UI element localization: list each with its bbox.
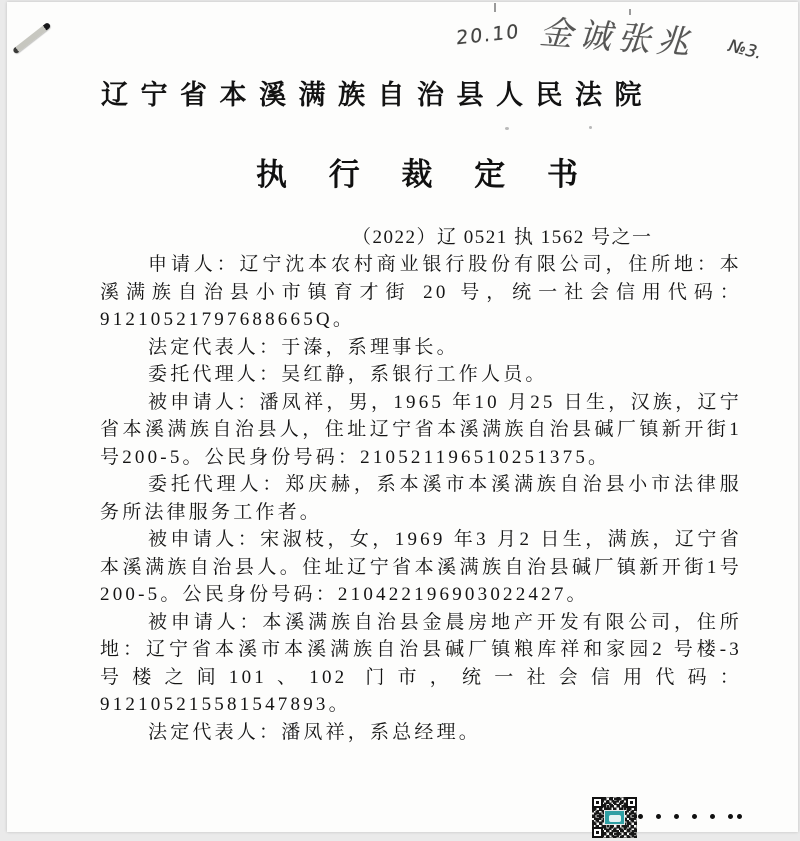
- paragraph-agent-1: 委托代理人：吴红静，系银行工作人员。: [148, 364, 548, 385]
- dot-icon: [728, 814, 733, 819]
- qr-code: [592, 797, 637, 838]
- paragraph-agent-2: 委托代理人：郑庆赫，系本溪市本溪满族自治县小市法律服务所法律服务工作者。: [100, 474, 742, 523]
- dot-icon: [710, 814, 715, 819]
- court-name: 辽宁省本溪满族自治县人民法院: [101, 80, 654, 110]
- handwritten-date: 20.10: [455, 20, 521, 50]
- scan-smudge: [505, 127, 509, 130]
- qr-finder-icon: [592, 797, 603, 808]
- paragraph-respondent-3: 被申请人：本溪满族自治县金晨房地产开发有限公司，住所地：辽宁省本溪市本溪满族自治县碱厂镇粮库祥和家园2 号楼-3 号楼之间101、102 门市，统一社会信用代码：912105215581547893。: [100, 611, 742, 715]
- qr-center-logo-icon: [604, 810, 625, 825]
- paragraph-legal-rep-2: 法定代表人：潘凤祥，系总经理。: [148, 721, 482, 743]
- scan-smudge: [589, 126, 592, 129]
- dot-icon: [656, 814, 661, 819]
- paragraph-legal-rep-1: 法定代表人：于溱，系理事长。: [148, 336, 459, 358]
- document-body: [100, 251, 742, 746]
- qr-finder-icon: [626, 797, 637, 808]
- footer-dots: [638, 814, 742, 819]
- dot-icon: [692, 814, 697, 819]
- dot-icon: [638, 814, 643, 819]
- paragraph-applicant: 申请人：辽宁沈本农村商业银行股份有限公司，住所地：本溪满族自治县小市镇育才街 20 号，统一社会信用代码：91210521797688665Q。: [100, 254, 742, 330]
- scan-artifact-tick: [494, 3, 496, 12]
- paragraph-respondent-2: 被申请人：宋淑枝，女，1969 年3 月2 日生，满族，辽宁省本溪满族自治县人。住址辽宁省本溪满族自治县碱厂镇新开街1号200-5。公民身份号码：210422196903022427。: [100, 529, 742, 605]
- handwritten-signature: 金诚张兆: [536, 12, 705, 63]
- case-number: （2022）辽 0521 执 1562 号之一: [352, 227, 653, 248]
- paragraph-respondent-1: 被申请人：潘凤祥，男，1965 年10 月25 日生，汉族，辽宁省本溪满族自治县人，住址辽宁省本溪满族自治县碱厂镇新开街1号200-5。公民身份号码：210521196510251375。: [100, 391, 742, 468]
- document-title: 执 行 裁 定 书: [256, 157, 595, 192]
- dot-icon: [737, 814, 742, 819]
- dot-icon: [674, 814, 679, 819]
- qr-finder-icon: [592, 827, 603, 838]
- handwritten-note: №3.: [724, 36, 766, 64]
